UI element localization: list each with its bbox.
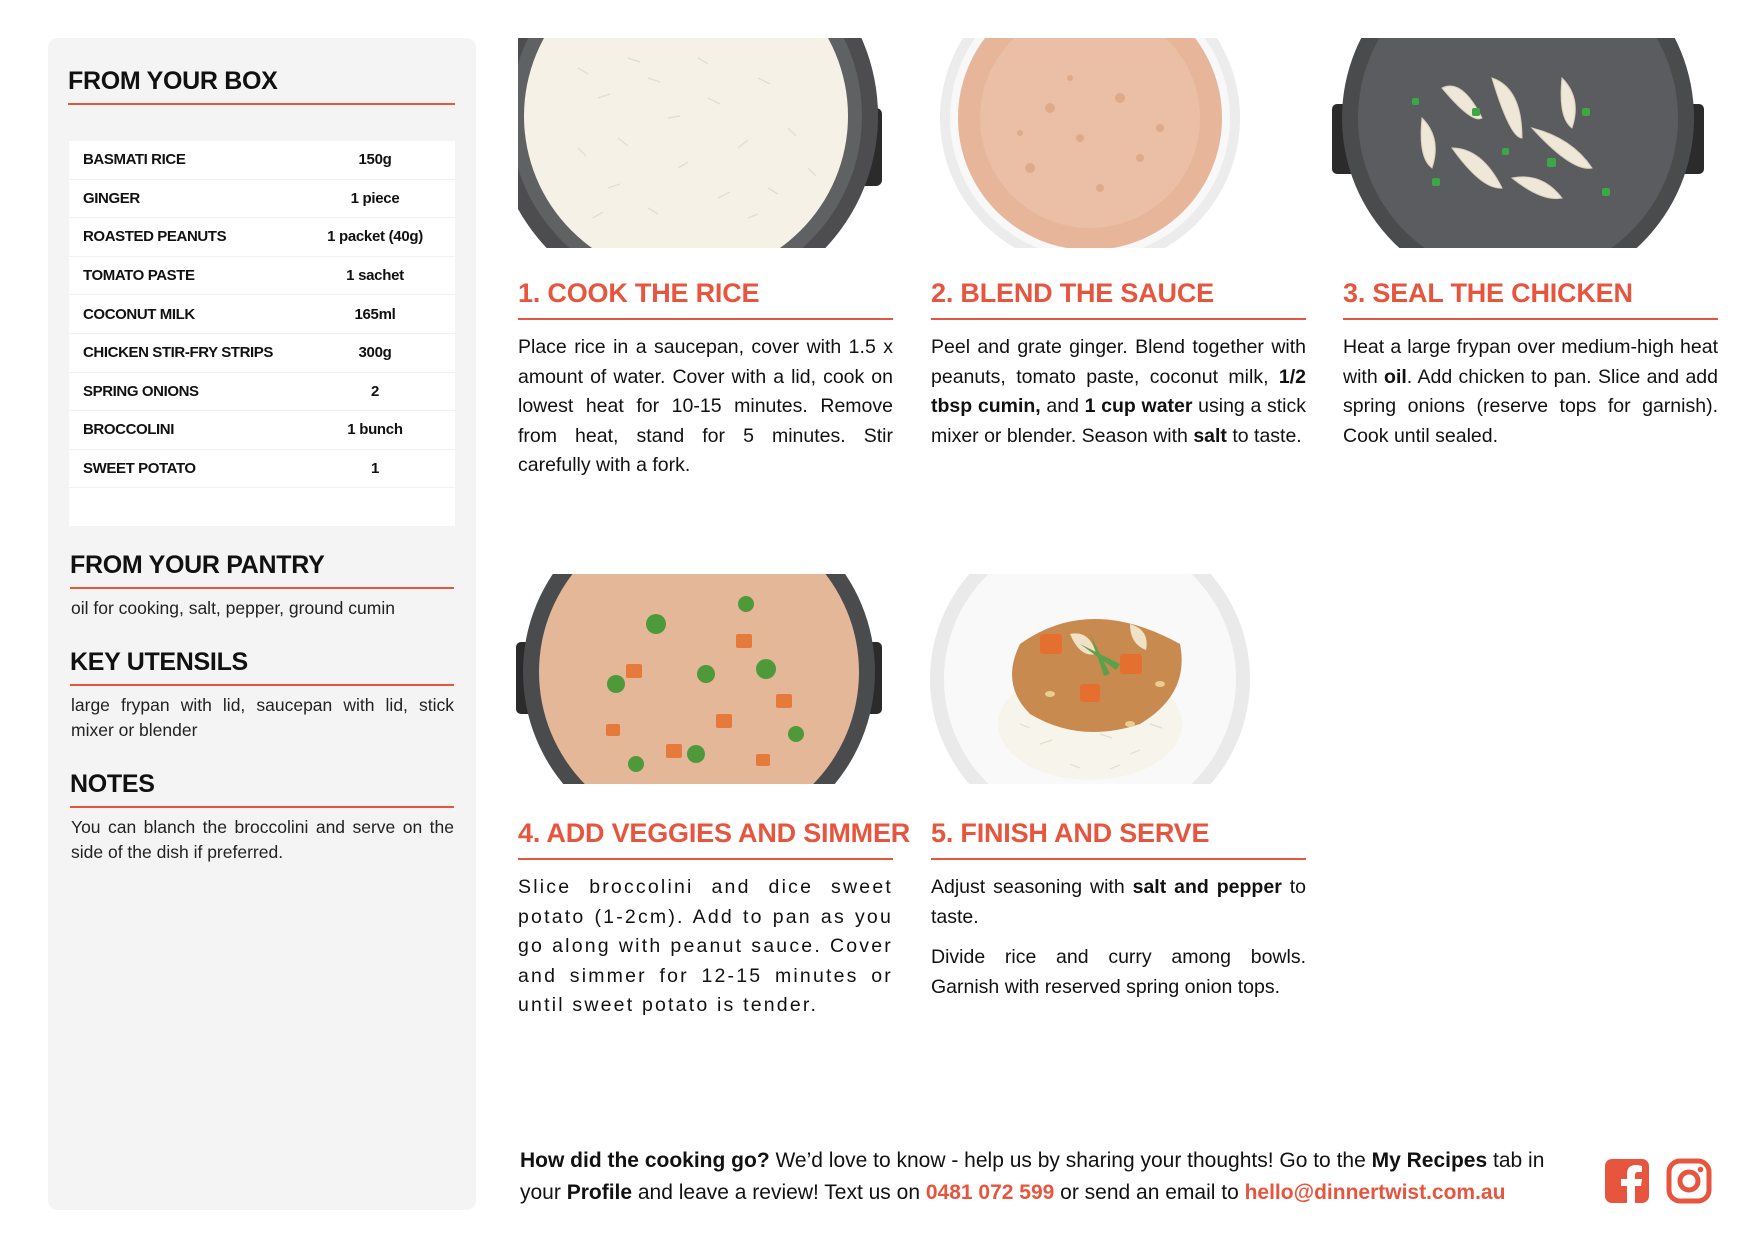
divider	[68, 103, 455, 105]
rice-pot-photo	[518, 38, 882, 248]
text-run: to taste.	[931, 876, 1306, 928]
divider	[70, 684, 454, 686]
contact-link[interactable]: hello@dinnertwist.com.au	[1244, 1180, 1506, 1204]
bold-text: 1/2 tbsp cumin,	[931, 365, 1306, 417]
divider	[70, 806, 454, 808]
facebook-icon[interactable]	[1604, 1158, 1650, 1204]
text-run: to taste.	[1226, 424, 1302, 447]
ingredient-name: TOMATO PASTE	[83, 267, 195, 285]
ingredient-row	[69, 218, 455, 257]
ingredient-row	[69, 450, 455, 489]
curry-pan-photo	[516, 574, 882, 784]
text-run: Slice broccolini and dice sweet potato (1-2cm). Add to pan as you go along with peanut sauce. Cover and simmer for 12-15 minutes or until sweet potato is tender.	[518, 876, 893, 1016]
step-4-text	[518, 873, 893, 1021]
divider	[1343, 318, 1718, 320]
step-1-text	[518, 333, 893, 481]
divider	[518, 318, 893, 320]
key-utensils-heading: KEY UTENSILS	[70, 648, 248, 676]
ingredient-quantity: 1 bunch	[347, 421, 403, 439]
step-5-title: 5. FINISH AND SERVE	[931, 818, 1210, 848]
text-run: Place rice in a saucepan, cover with 1.5 x amount of water. Cover with a lid, cook on lowest heat for 10-15 minutes. Remove from heat, stand for 5 minutes. Stir carefully with a fork.	[518, 336, 893, 476]
step-5-text	[931, 873, 1306, 932]
ingredient-name: CHICKEN STIR-FRY STRIPS	[83, 344, 273, 362]
ingredient-name: BROCCOLINI	[83, 421, 174, 439]
divider	[518, 858, 893, 860]
ingredient-quantity: 150g	[358, 151, 392, 169]
step-5-text-2	[931, 943, 1306, 1002]
bold-text: salt and pepper	[1132, 876, 1282, 898]
ingredient-row	[69, 180, 455, 219]
ingredient-quantity: 165ml	[354, 305, 396, 323]
text-run: Adjust seasoning with	[931, 876, 1133, 898]
notes-text: You can blanch the broccolini and serve on the side of the dish if preferred.	[71, 817, 454, 862]
text-run: or send an email to	[1054, 1180, 1245, 1204]
step-2-title: 2. BLEND THE SAUCE	[931, 278, 1214, 308]
bold-text: 1 cup water	[1084, 395, 1193, 417]
ingredient-name: COCONUT MILK	[83, 305, 195, 323]
contact-link[interactable]: 0481 072 599	[925, 1180, 1055, 1204]
ingredients-table	[69, 141, 455, 526]
ingredient-name: BASMATI RICE	[83, 151, 186, 169]
from-your-box-heading: FROM YOUR BOX	[68, 67, 278, 95]
ingredient-quantity: 1 piece	[350, 189, 400, 207]
step-1-title: 1. COOK THE RICE	[518, 278, 760, 308]
text-run: Divide rice and curry among bowls. Garnish with reserved spring onion tops.	[931, 946, 1306, 998]
plated-dish-photo	[930, 574, 1250, 784]
divider	[70, 587, 454, 589]
ingredient-row	[69, 295, 455, 334]
ingredient-quantity: 2	[370, 382, 380, 400]
text-run: and	[1040, 395, 1085, 417]
ingredient-name: SWEET POTATO	[83, 460, 196, 478]
text-run: Heat a large frypan over medium-high heat with	[1343, 336, 1718, 388]
ingredient-name: SPRING ONIONS	[83, 382, 199, 400]
bold-text: How did the cooking go?	[520, 1149, 770, 1172]
step-3-title: 3. SEAL THE CHICKEN	[1343, 278, 1633, 308]
ingredient-row	[69, 257, 455, 296]
table-padding	[69, 488, 455, 526]
text-run: . Add chicken to pan. Slice and add spring onions (reserve tops for garnish). Cook until sealed.	[1343, 365, 1718, 447]
ingredient-quantity: 300g	[358, 344, 392, 362]
divider	[931, 318, 1306, 320]
step-3-text	[1343, 333, 1718, 451]
bold-text: Profile	[566, 1180, 633, 1204]
step-4-title: 4. ADD VEGGIES AND SIMMER	[518, 818, 911, 848]
ingredient-row	[69, 411, 455, 450]
from-your-pantry-heading: FROM YOUR PANTRY	[70, 551, 325, 579]
chicken-pan-photo	[1332, 38, 1704, 248]
text-run: Peel and grate ginger. Blend together with peanuts, tomato paste, coconut milk,	[931, 336, 1306, 388]
ingredient-name: GINGER	[83, 189, 140, 207]
text-run: We’d love to know - help us by sharing your thoughts! Go to the	[769, 1149, 1372, 1172]
ingredient-row	[69, 334, 455, 373]
pantry-text: oil for cooking, salt, pepper, ground cumin	[71, 598, 395, 618]
bold-text: salt	[1193, 424, 1227, 447]
utensils-text: large frypan with lid, saucepan with lid, stick mixer or blender	[71, 695, 454, 740]
ingredient-name: ROASTED PEANUTS	[83, 228, 227, 246]
text-run: and leave a review! Text us on	[632, 1180, 926, 1204]
step-2-text	[931, 333, 1306, 451]
text-run: using a stick mixer or blender. Season with	[931, 395, 1307, 447]
feedback-text	[520, 1145, 1580, 1208]
instagram-icon[interactable]	[1666, 1158, 1712, 1204]
ingredient-quantity: 1	[370, 460, 380, 478]
bold-text: My Recipes	[1371, 1149, 1488, 1172]
ingredient-quantity: 1 packet (40g)	[327, 228, 423, 246]
divider	[931, 858, 1306, 860]
notes-heading: NOTES	[70, 770, 155, 798]
sauce-bowl-photo	[930, 38, 1250, 248]
ingredient-quantity: 1 sachet	[346, 267, 404, 285]
text-run: tab in your	[520, 1149, 1545, 1204]
ingredient-row	[69, 141, 455, 180]
ingredient-row	[69, 373, 455, 412]
bold-text: oil	[1384, 365, 1407, 388]
